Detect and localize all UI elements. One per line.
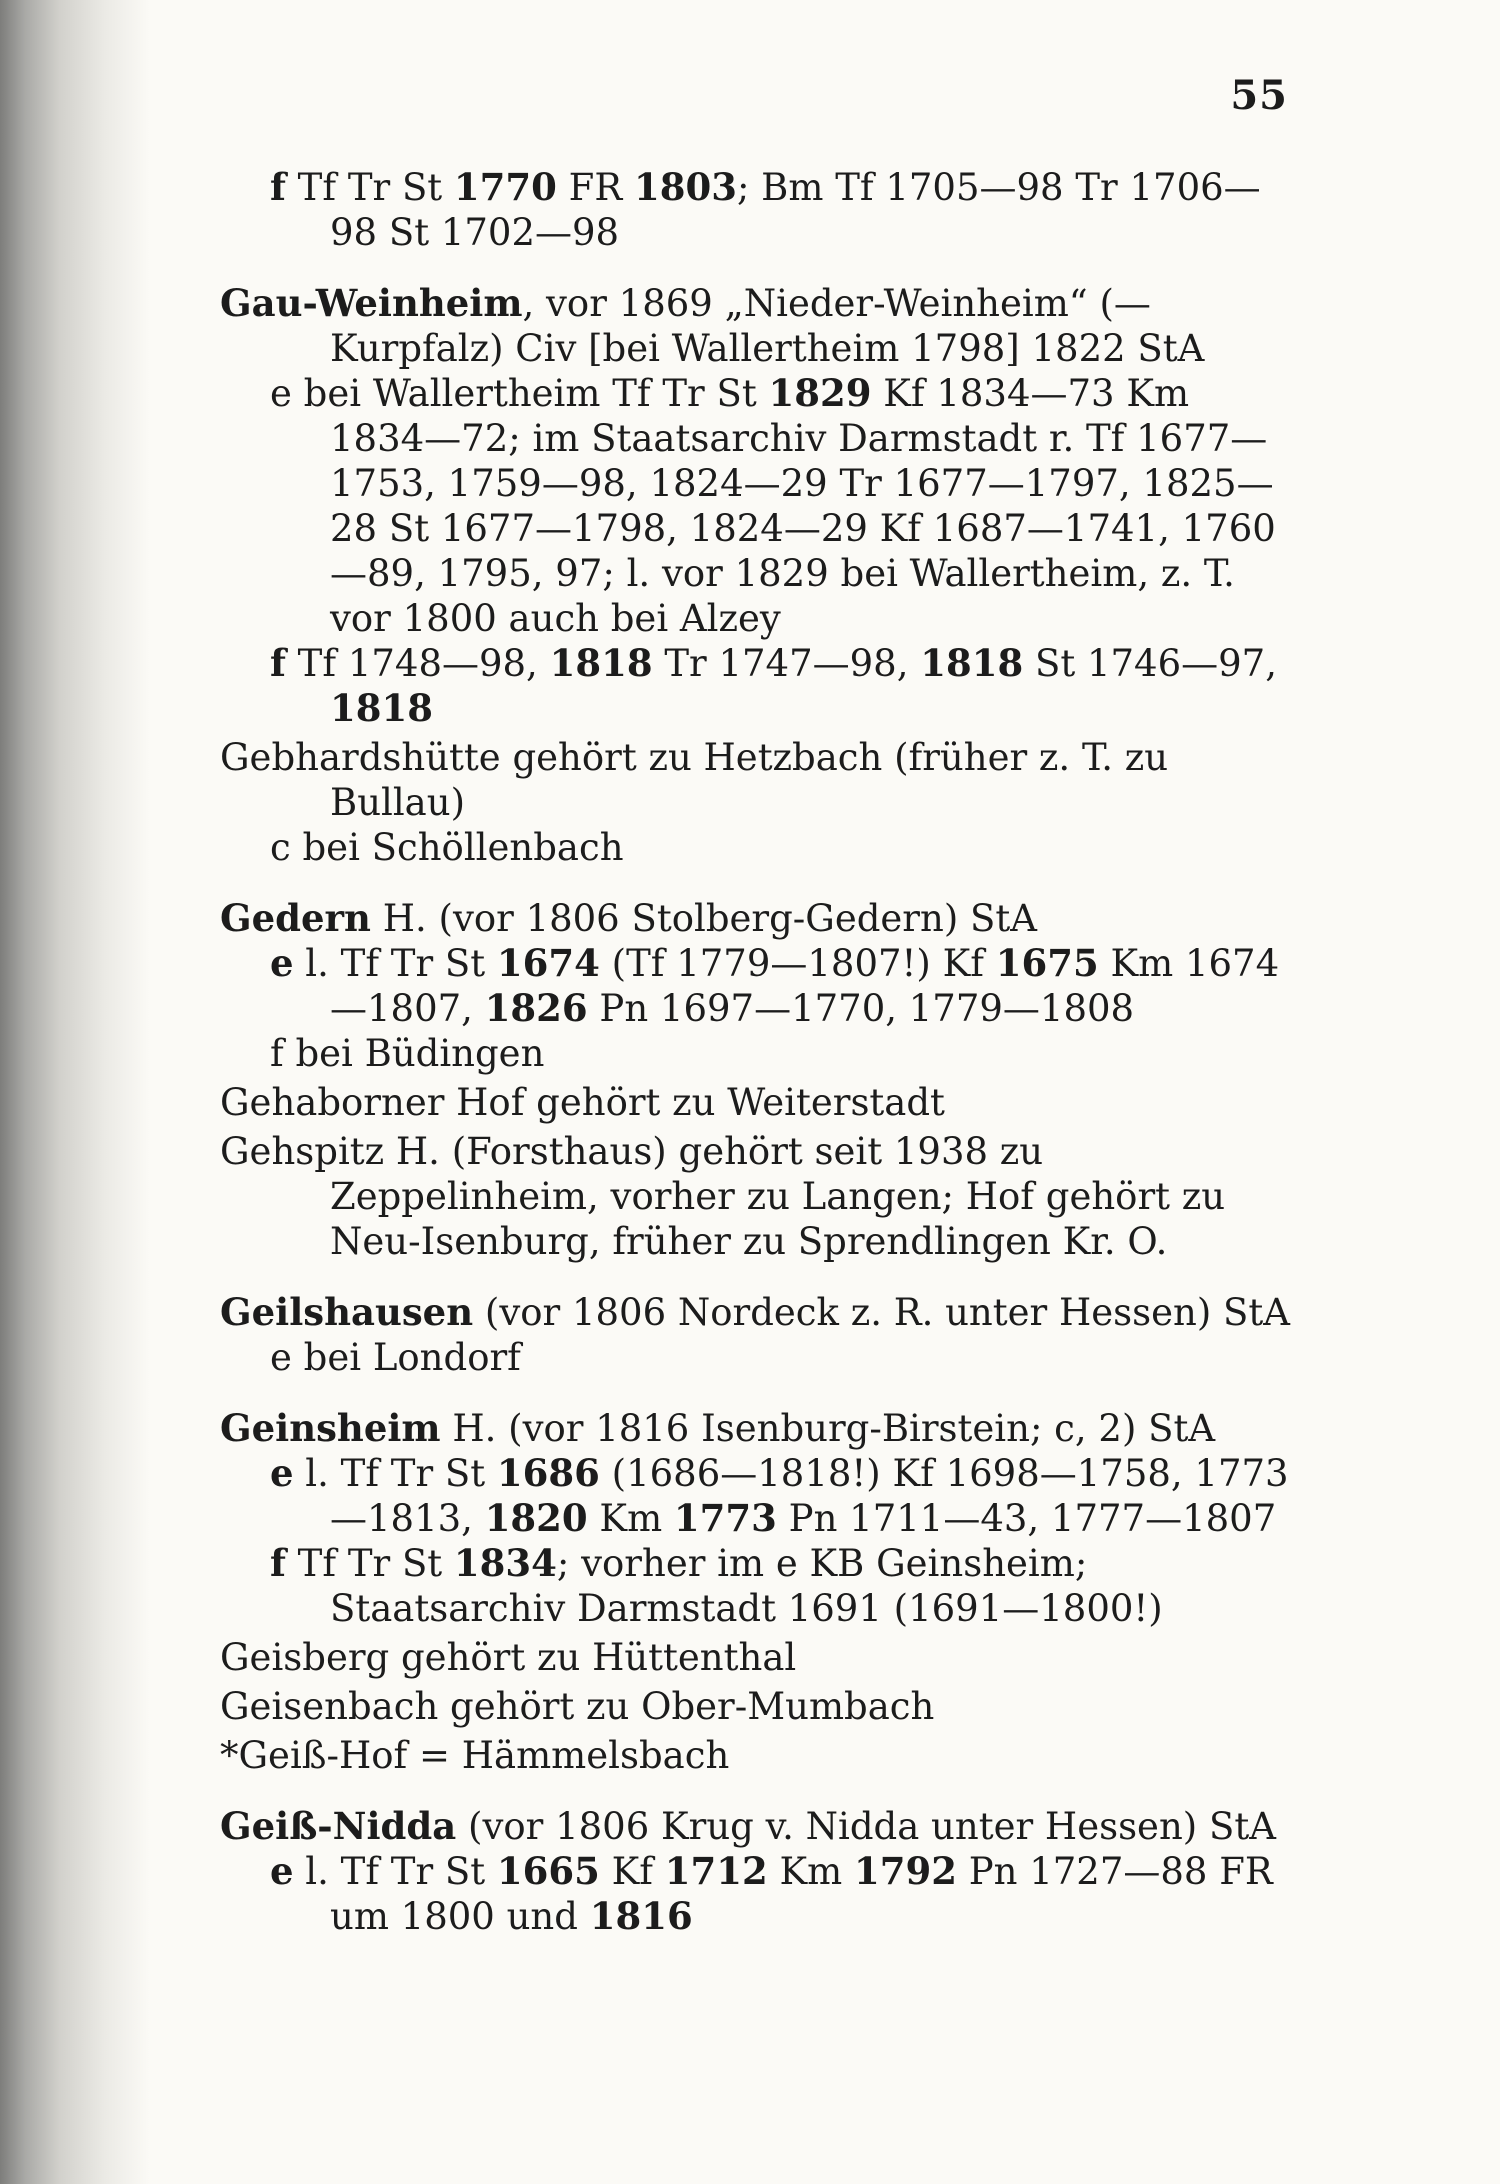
text-segment: Pn 1711—43, 1777—1807 [776,1497,1277,1540]
entry-subline [220,1849,1290,1939]
entry-heading-line [220,896,1290,941]
bold-segment: f [270,165,286,209]
page-gutter-shadow [0,0,150,2184]
text-segment: Kf [599,1850,665,1893]
bold-segment: Geinsheim [220,1406,441,1450]
bold-segment: 1820 [484,1496,588,1540]
bold-segment: f [270,641,286,685]
register-entry [220,1406,1290,1631]
text-segment: (vor 1806 Nordeck z. R. unter Hessen) StA [473,1291,1290,1334]
entry-subline [220,825,1290,870]
bold-segment: e [270,941,294,985]
text-segment: Geisenbach gehört zu Ober-Mumbach [220,1685,935,1728]
bold-segment: f [270,1541,286,1585]
bold-segment: 1818 [549,641,653,685]
text-segment: Tr 1747—98, [652,642,921,685]
bold-segment: 1816 [589,1894,693,1938]
text-segment: (vor 1806 Krug v. Nidda unter Hessen) StA [456,1805,1276,1848]
bold-segment: Gedern [220,896,371,940]
bold-segment: Geiß-Nidda [220,1804,457,1848]
text-segment: l. Tf Tr St [293,1850,497,1893]
entry-subline [220,371,1290,641]
register-entry [220,735,1290,870]
text-segment: Tf Tr St [285,1542,454,1585]
entry-heading-line [220,1290,1290,1335]
bold-segment: Gau-Weinheim [220,281,523,325]
entry-subline [220,1541,1290,1631]
bold-segment: 1829 [768,371,872,415]
register-entry [220,896,1290,1076]
bold-segment: 1818 [330,686,433,730]
bold-segment: 1665 [496,1849,600,1893]
entry-heading-line [220,1635,1290,1680]
text-segment: *Geiß-Hof = Hämmelsbach [220,1734,730,1777]
entry-heading-line [220,735,1290,825]
entry-subline [220,941,1290,1031]
text-segment: St 1746—97, [1023,642,1277,685]
bold-segment: 1834 [453,1541,557,1585]
text-segment: Pn 1697—1770, 1779—1808 [587,987,1135,1030]
register-text [220,165,1290,1939]
register-entry [220,1684,1290,1729]
text-segment: Geisberg gehört zu Hüttenthal [220,1636,797,1679]
text-segment: Gebhardshütte gehört zu Hetzbach (früher z. T. zu Bullau) [220,736,1169,824]
register-entry [220,165,1290,255]
text-segment: Tf Tr St [285,166,454,209]
entry-subline [220,1335,1290,1380]
entry-subline [220,165,1290,255]
bold-segment: 1712 [664,1849,768,1893]
register-entry [220,1635,1290,1680]
text-segment: Tf 1748—98, [285,642,550,685]
bold-segment: 1818 [920,641,1024,685]
register-entry [220,1129,1290,1264]
text-segment: Km 1674—1807, [330,942,1280,1030]
text-segment: l. Tf Tr St [293,942,497,985]
page-number: 55 [1230,72,1288,119]
text-segment: Pn 1727—88 FR um 1800 und [330,1850,1273,1938]
entry-subline [220,1451,1290,1541]
bold-segment: 1792 [853,1849,957,1893]
text-segment: (1686—1818!) Kf 1698—1758, 1773—1813, [330,1452,1289,1540]
text-segment: Km [767,1850,854,1893]
text-segment: f bei Büdingen [270,1032,545,1075]
text-segment: Gehaborner Hof gehört zu Weiterstadt [220,1081,945,1124]
register-entry [220,1290,1290,1380]
text-segment: l. Tf Tr St [293,1452,497,1495]
bold-segment: 1773 [673,1496,777,1540]
entry-heading-line [220,1804,1290,1849]
entry-heading-line [220,1733,1290,1778]
text-segment: e bei Wallertheim Tf Tr St [270,372,769,415]
text-segment: ; vorher im e KB Geinsheim; Staatsarchiv Darmstadt 1691 (1691—1800!) [330,1542,1163,1630]
bold-segment: 1674 [496,941,600,985]
entry-heading-line [220,281,1290,371]
register-entry [220,1804,1290,1939]
text-segment: H. (vor 1816 Isenburg-Birstein; c, 2) StA [440,1407,1216,1450]
entry-heading-line [220,1684,1290,1729]
text-segment: Km [587,1497,674,1540]
register-entry [220,281,1290,731]
bold-segment: 1803 [633,165,737,209]
bold-segment: 1826 [484,986,588,1030]
bold-segment: e [270,1451,294,1495]
text-segment: , vor 1869 „Nieder-Weinheim“ (—Kurpfalz) Civ [bei Wallertheim 1798] 1822 StA [330,282,1205,370]
bold-segment: 1675 [995,941,1099,985]
entry-subline [220,641,1290,731]
text-segment: e bei Londorf [270,1336,521,1379]
entry-heading-line [220,1406,1290,1451]
text-segment: FR [556,166,634,209]
entry-heading-line [220,1080,1290,1125]
register-entry [220,1733,1290,1778]
bold-segment: Geilshausen [220,1290,474,1334]
text-segment: ; Bm Tf 1705—98 Tr 1706—98 St 1702—98 [330,166,1261,254]
bold-segment: 1770 [453,165,557,209]
register-entry [220,1080,1290,1125]
text-segment: (Tf 1779—1807!) Kf [599,942,996,985]
bold-segment: e [270,1849,294,1893]
text-segment: Kf 1834—73 Km 1834—72; im Staatsarchiv Darmstadt r. Tf 1677—1753, 1759—98, 1824—29 Tr 1677—1797, 1825—28 St 1677—1798, 1824—29 Kf 1687—1741, 1760—89, 1795, 97; l. vor 1829 bei Wallertheim, z. T. vor 1800 auch bei Alzey [330,372,1276,640]
entry-subline [220,1031,1290,1076]
text-segment: Gehspitz H. (Forsthaus) gehört seit 1938 zu Zeppelinheim, vorher zu Langen; Hof gehört zu Neu-Isenburg, früher zu Sprendlingen Kr. O. [220,1130,1226,1263]
entry-heading-line [220,1129,1290,1264]
bold-segment: 1686 [496,1451,600,1495]
text-segment: c bei Schöllenbach [270,826,624,869]
text-segment: H. (vor 1806 Stolberg-Gedern) StA [370,897,1037,940]
